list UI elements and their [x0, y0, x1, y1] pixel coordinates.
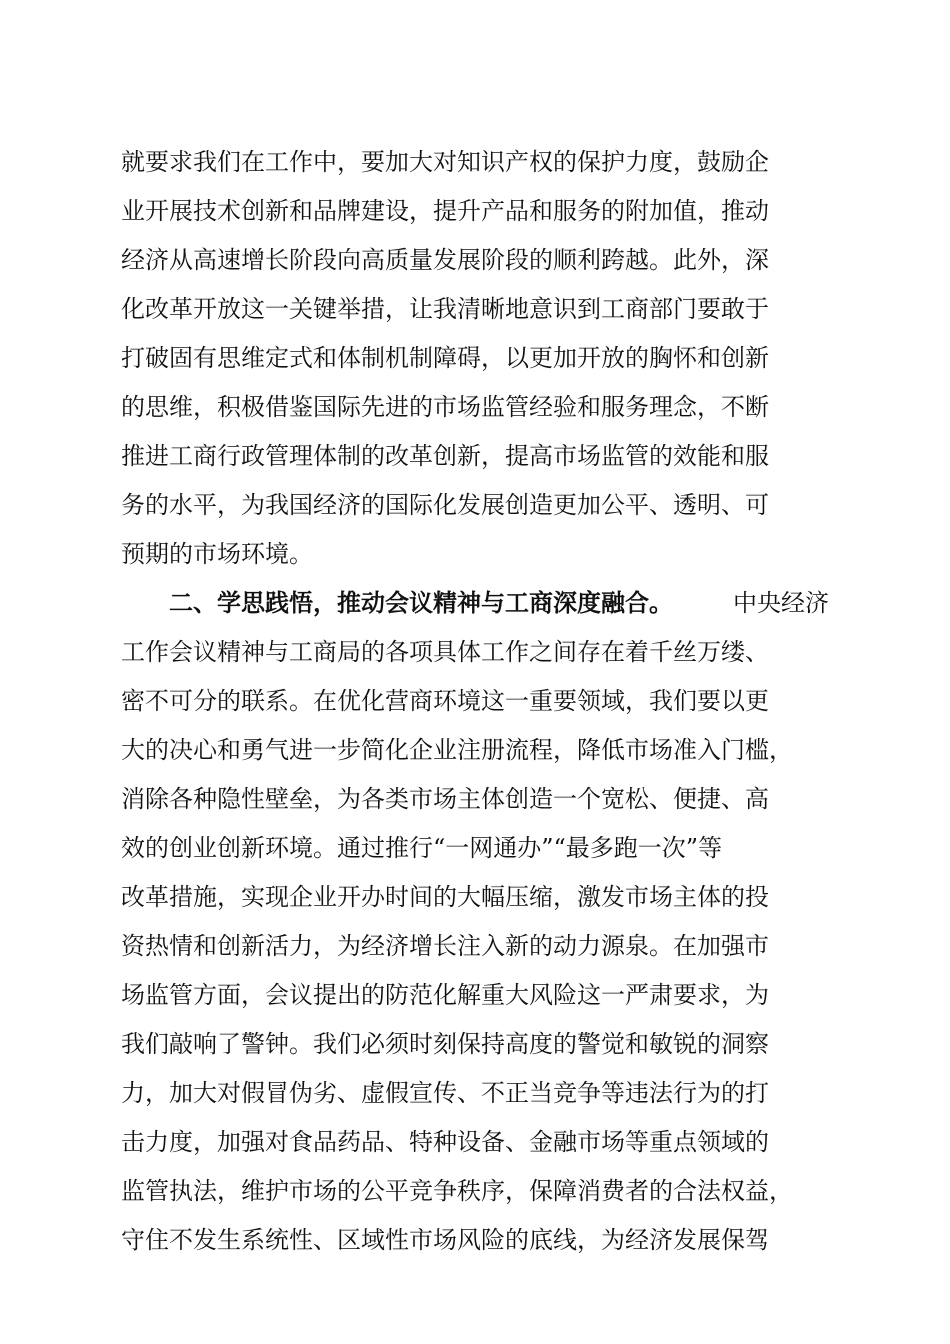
line-text: 务的水平，为我国经济的国际化发展创造更加公平、透明、可	[121, 491, 769, 519]
line-text: 工作会议精神与工商局的各项具体工作之间存在着千丝万缕、	[121, 638, 769, 666]
text-line	[0, 138, 950, 187]
line-text: 消除各种隐性壁垒，为各类市场主体创造一个宽松、便捷、高	[121, 785, 769, 813]
text-line	[0, 187, 950, 236]
text-line	[0, 285, 950, 334]
line-text: 中央经济	[733, 589, 829, 617]
text-line	[0, 481, 950, 530]
text-line	[0, 236, 950, 285]
line-text: 我们敲响了警钟。我们必须时刻保持高度的警觉和敏锐的洞察	[121, 1030, 769, 1058]
line-text: 资热情和创新活力，为经济增长注入新的动力源泉。在加强市	[121, 932, 769, 960]
text-line	[0, 628, 950, 677]
line-text: 力，加大对假冒伪劣、虚假宣传、不正当竞争等违法行为的打	[121, 1079, 769, 1107]
text-line	[0, 1020, 950, 1069]
text-line	[0, 971, 950, 1020]
text-line	[0, 677, 950, 726]
line-text: 推进工商行政管理体制的改革创新，提高市场监管的效能和服	[121, 442, 769, 470]
section-heading: 二、学思践悟，推动会议精神与工商深度融合。	[169, 589, 673, 617]
line-text: 击力度，加强对食品药品、特种设备、金融市场等重点领域的	[121, 1128, 769, 1156]
text-line	[0, 775, 950, 824]
line-text: 经济从高速增长阶段向高质量发展阶段的顺利跨越。此外，深	[121, 246, 769, 274]
line-text: 预期的市场环境。	[121, 540, 313, 568]
text-line	[0, 383, 950, 432]
line-text: 守住不发生系统性、区域性市场风险的底线，为经济发展保驾	[121, 1226, 769, 1254]
line-text: 监管执法，维护市场的公平竞争秩序，保障消费者的合法权益，	[121, 1177, 793, 1205]
line-text: 打破固有思维定式和体制机制障碍，以更加开放的胸怀和创新	[121, 344, 769, 372]
text-line	[0, 1118, 950, 1167]
text-line	[0, 824, 950, 873]
text-line	[0, 726, 950, 775]
line-text: 场监管方面，会议提出的防范化解重大风险这一严肃要求，为	[121, 981, 769, 1009]
text-line	[0, 1069, 950, 1118]
line-text: 化改革开放这一关键举措，让我清晰地意识到工商部门要敢于	[121, 295, 769, 323]
text-line	[0, 432, 950, 481]
line-text: 业开展技术创新和品牌建设，提升产品和服务的附加值，推动	[121, 197, 769, 225]
line-text: 就要求我们在工作中，要加大对知识产权的保护力度，鼓励企	[121, 148, 769, 176]
text-line	[0, 530, 950, 579]
line-text: 的思维，积极借鉴国际先进的市场监管经验和服务理念，不断	[121, 393, 769, 421]
line-text: 改革措施，实现企业开办时间的大幅压缩，激发市场主体的投	[121, 883, 769, 911]
text-line	[0, 1216, 950, 1265]
text-line	[0, 922, 950, 971]
text-line	[0, 1167, 950, 1216]
line-text: 密不可分的联系。在优化营商环境这一重要领域，我们要以更	[121, 687, 769, 715]
line-text: 大的决心和勇气进一步简化企业注册流程，降低市场准入门槛，	[121, 736, 793, 764]
line-text: 效的创业创新环境。通过推行“一网通办”“最多跑一次”等	[121, 834, 723, 862]
text-line	[0, 873, 950, 922]
section-heading-line	[0, 579, 950, 628]
text-line	[0, 334, 950, 383]
